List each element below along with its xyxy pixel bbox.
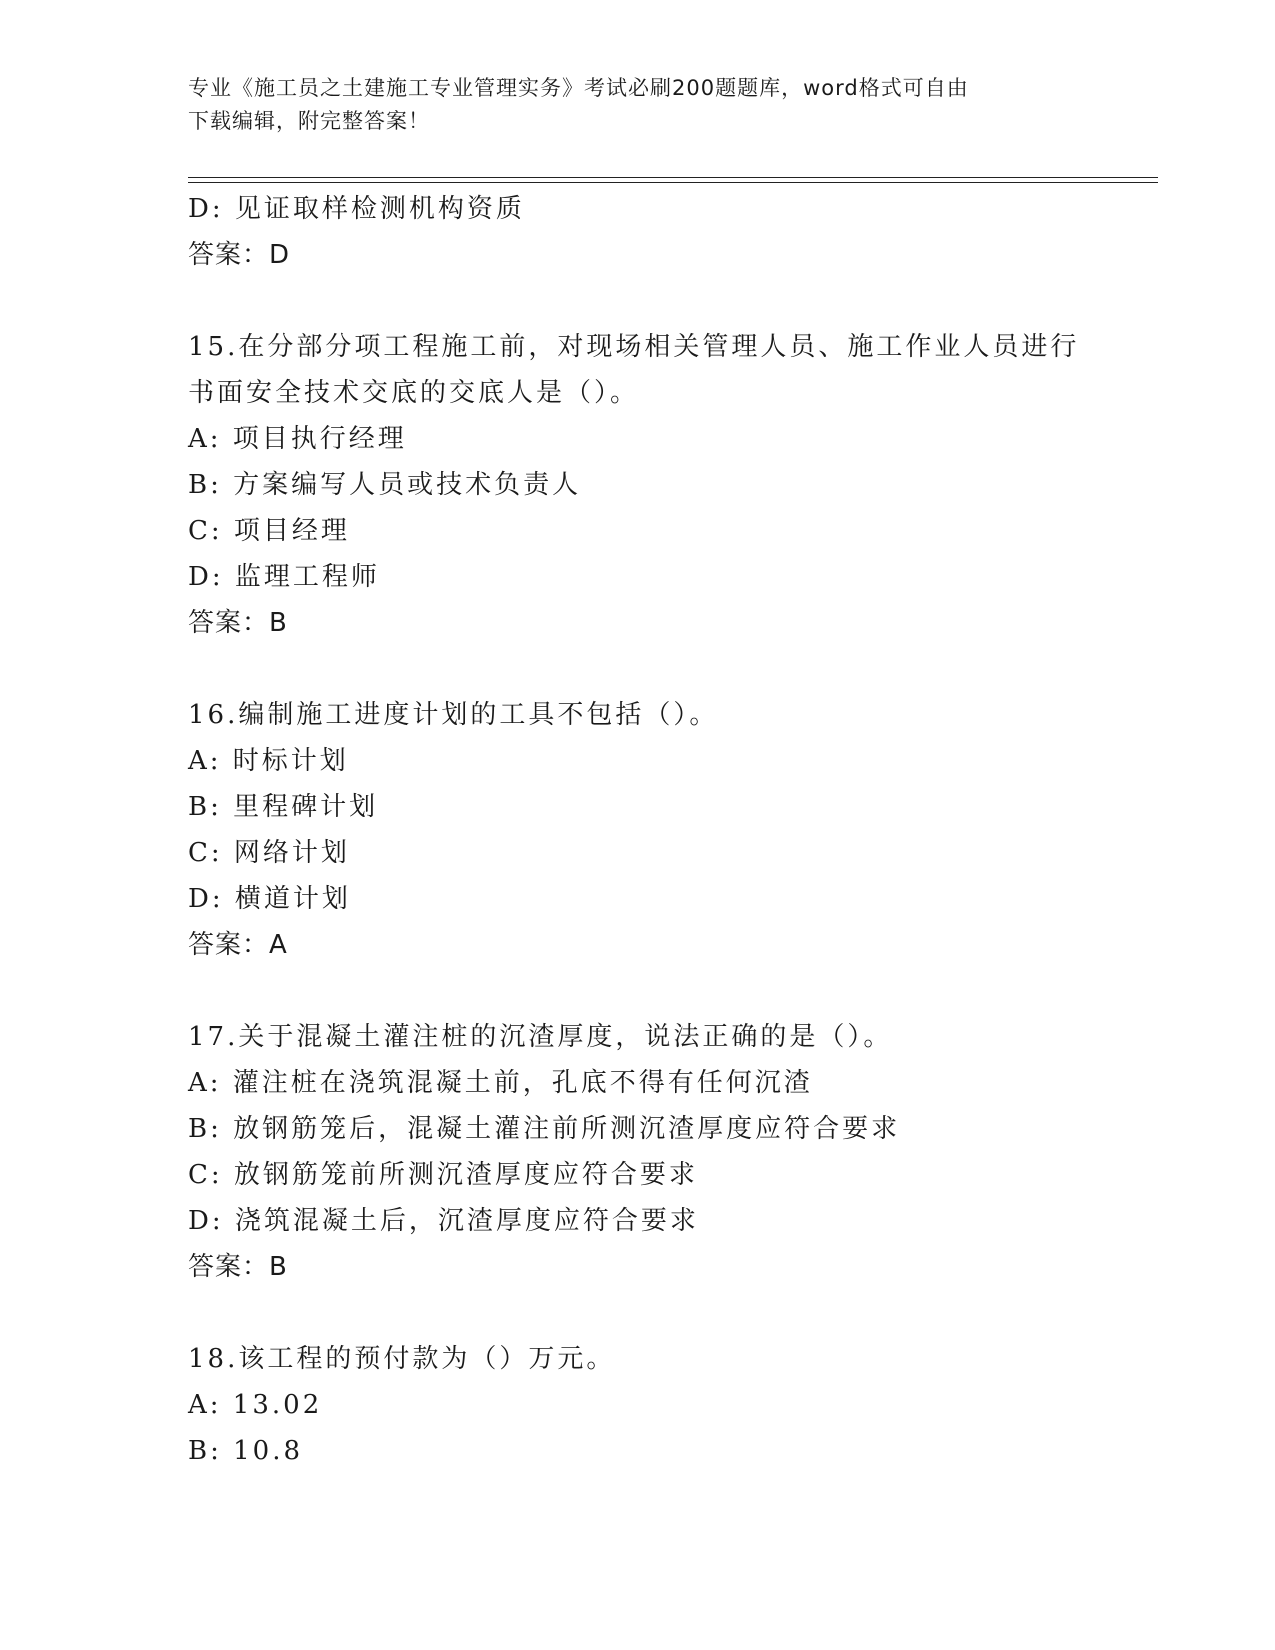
previous-question-tail bbox=[188, 186, 1088, 278]
option-d: D: 见证取样检测机构资质 bbox=[188, 194, 525, 224]
header-divider bbox=[188, 177, 1158, 183]
option-d: D: 监理工程师 bbox=[188, 562, 380, 592]
question-stem: 16.编制施工进度计划的工具不包括（）。 bbox=[188, 700, 719, 730]
answer: 答案：B bbox=[188, 1252, 288, 1282]
option-b: B: 方案编写人员或技术负责人 bbox=[188, 470, 582, 500]
question-17 bbox=[188, 1014, 1088, 1290]
option-a: A: 时标计划 bbox=[188, 746, 349, 776]
header-line-1: 专业《施工员之土建施工专业管理实务》考试必刷200题题库，word格式可自由 bbox=[188, 76, 969, 100]
answer: 答案：D bbox=[188, 240, 291, 270]
option-b: B: 里程碑计划 bbox=[188, 792, 379, 822]
question-stem-continued: 书面安全技术交底的交底人是（）。 bbox=[188, 378, 640, 408]
option-b: B: 10.8 bbox=[188, 1436, 304, 1466]
option-c: C: 项目经理 bbox=[188, 516, 350, 546]
option-c: C: 网络计划 bbox=[188, 838, 350, 868]
page-header bbox=[188, 72, 1088, 138]
option-a: A: 项目执行经理 bbox=[188, 424, 407, 454]
answer: 答案：B bbox=[188, 608, 288, 638]
question-18 bbox=[188, 1336, 1088, 1474]
question-stem: 18.该工程的预付款为（）万元。 bbox=[188, 1344, 616, 1374]
option-d: D: 横道计划 bbox=[188, 884, 351, 914]
question-16 bbox=[188, 692, 1088, 968]
option-a: A: 13.02 bbox=[188, 1390, 323, 1420]
question-stem: 15.在分部分项工程施工前，对现场相关管理人员、施工作业人员进行 bbox=[188, 332, 1080, 362]
option-b: B: 放钢筋笼后，混凝土灌注前所测沉渣厚度应符合要求 bbox=[188, 1114, 901, 1144]
option-a: A: 灌注桩在浇筑混凝土前，孔底不得有任何沉渣 bbox=[188, 1068, 813, 1098]
question-15 bbox=[188, 324, 1088, 646]
answer: 答案：A bbox=[188, 930, 288, 960]
question-list bbox=[188, 186, 1088, 1474]
question-stem: 17.关于混凝土灌注桩的沉渣厚度，说法正确的是（）。 bbox=[188, 1022, 893, 1052]
option-c: C: 放钢筋笼前所测沉渣厚度应符合要求 bbox=[188, 1160, 698, 1190]
option-d: D: 浇筑混凝土后，沉渣厚度应符合要求 bbox=[188, 1206, 699, 1236]
header-line-2: 下载编辑，附完整答案！ bbox=[188, 109, 430, 133]
